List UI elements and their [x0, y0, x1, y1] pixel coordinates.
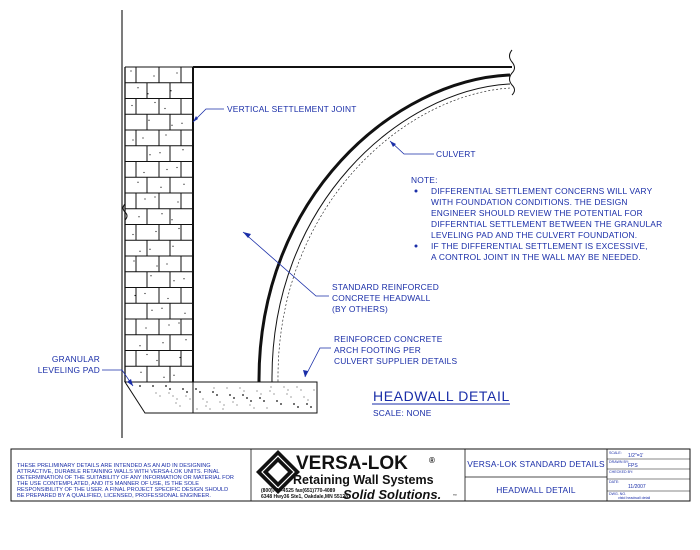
label-culvert: CULVERT	[436, 149, 476, 159]
field-scale-value: 1/2"=1'	[628, 453, 644, 459]
field-drawn-value: FPS	[628, 463, 638, 469]
brand-registered-mark: ®	[429, 456, 435, 465]
note-bullet-1-line-1: DIFFERENTIAL SETTLEMENT CONCERNS WILL VARY	[431, 186, 653, 196]
field-dwg-label: DWG. NO.	[609, 492, 627, 496]
disclaimer-line-6: BE PREPARED BY A QUALIFIED, LICENSED, PROFESSIONAL ENGINEER.	[17, 493, 211, 499]
brand-trademark: ™	[453, 493, 457, 498]
label-vertical-settlement-joint: VERTICAL SETTLEMENT JOINT	[227, 104, 357, 114]
design-note	[411, 175, 662, 262]
title-block	[11, 449, 690, 502]
note-bullet-2-line-2: A CONTROL JOINT IN THE WALL MAY BE NEEDED.	[431, 252, 641, 262]
field-checked-label: CHECKED BY:	[609, 470, 634, 474]
arch-footing	[193, 382, 317, 413]
leader-headwall	[243, 232, 329, 296]
label-footing-3: CULVERT SUPPLIER DETAILS	[334, 356, 458, 366]
field-date-label: DATE:	[609, 480, 620, 484]
label-footing-1: REINFORCED CONCRETE	[334, 334, 443, 344]
versa-lok-logo	[256, 450, 457, 502]
brand-name: VERSA-LOK	[296, 453, 408, 474]
note-bullet-1	[415, 190, 418, 193]
detail-scale: SCALE: NONE	[373, 408, 432, 418]
note-bullet-1-line-3: ENGINEER SHOULD REVIEW THE POTENTIAL FOR	[431, 208, 643, 218]
granular-leveling-pad	[125, 382, 193, 413]
note-bullet-1-line-5: LEVELING PAD AND THE CULVERT FOUNDATION.	[431, 230, 638, 240]
label-leveling-pad-1: GRANULAR	[51, 354, 100, 364]
note-bullet-1-line-4: DIFFERNTIAL SETTLEMENT BETWEEN THE GRANULAR	[431, 219, 663, 229]
field-dwg-value: vlstd headwall detail	[618, 496, 651, 500]
disclaimer-line-1: THESE PRELIMINARY DETAILS ARE INTENDED AS AN AID IN DESIGNING	[17, 463, 211, 469]
disclaimer-line-5: RESPONSIBILITY OF THE USER. A FINAL PROJECT SPECIFIC DESIGN SHOULD	[17, 487, 229, 493]
field-drawn-label: DRAWN BY:	[609, 460, 630, 464]
note-heading: NOTE:	[411, 175, 438, 185]
sheet-name: HEADWALL DETAIL	[496, 485, 576, 495]
label-headwall-3: (BY OTHERS)	[332, 304, 389, 314]
retaining-wall-blocks	[125, 67, 193, 382]
disclaimer-line-2: ATTRACTIVE, DURABLE RETAINING WALLS WITH VERSA-LOK UNITS. FINAL	[17, 469, 220, 475]
disclaimer-line-3: DETERMINATION OF THE SUITABILITY OF ANY INFORMATION OR MATERIAL FOR	[17, 475, 234, 481]
note-bullet-2	[415, 245, 418, 248]
note-bullet-2-line-1: IF THE DIFFERENTIAL SETTLEMENT IS EXCESSIVE,	[431, 241, 648, 251]
label-leveling-pad-2: LEVELING PAD	[37, 365, 100, 375]
drawing-area	[38, 10, 663, 438]
brand-tagline: Retaining Wall Systems	[293, 473, 434, 487]
detail-title: HEADWALL DETAIL	[373, 388, 510, 404]
sheet-series: VERSA-LOK STANDARD DETAILS	[467, 459, 605, 469]
leader-culvert	[390, 141, 434, 154]
leader-leveling-pad	[102, 370, 133, 386]
disclaimer-line-4: THE USE CONTEMPLATED, AND ITS MANNER OF USE, IS THE SOLE	[17, 481, 199, 487]
field-scale-label: SCALE:	[609, 451, 622, 455]
note-bullet-1-line-2: WITH FOUNDATION CONDITIONS. THE DESIGN	[431, 197, 628, 207]
brand-address: 6348 Hwy36 Ste1, Oakdale,MN 55128	[261, 494, 348, 500]
label-footing-2: ARCH FOOTING PER	[334, 345, 421, 355]
label-headwall-1: STANDARD REINFORCED	[332, 282, 439, 292]
brand-phone: (800)770-4525 fax(651)770-4089	[261, 488, 336, 494]
label-headwall-2: CONCRETE HEADWALL	[332, 293, 431, 303]
field-date-value: 11/2007	[628, 484, 646, 490]
headwall-break-symbol	[510, 50, 515, 95]
brand-slogan: Solid Solutions.	[343, 487, 442, 502]
leader-settlement-joint	[193, 109, 224, 122]
leader-footing	[305, 348, 331, 377]
concrete-speckle-pattern	[139, 385, 314, 409]
